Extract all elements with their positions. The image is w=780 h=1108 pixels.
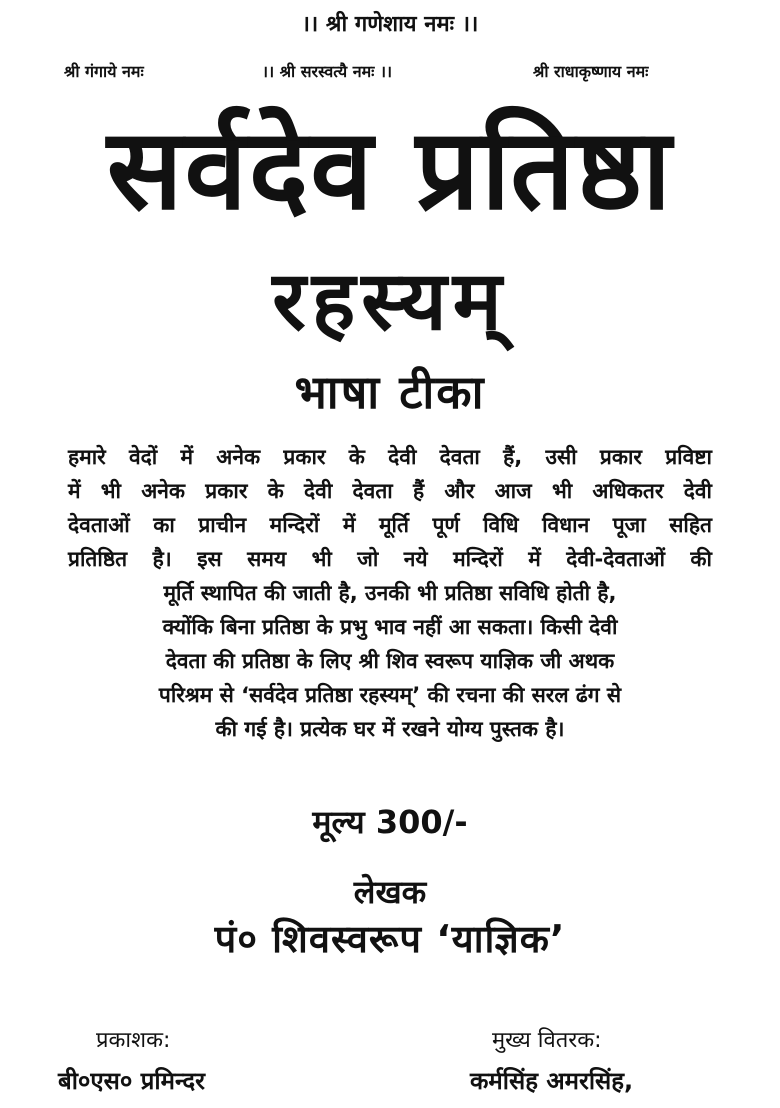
ganesha-invocation: ।। श्री गणेशाय नमः ।। [301, 12, 479, 37]
publisher-label: प्रकाशक: [96, 1028, 171, 1053]
description-line: हमारे वेदों में अनेक प्रकार के देवी देवता हैं, उसी प्रकार प्रविष्टा [68, 445, 712, 469]
description-line: देवताओं का प्राचीन मन्दिरों में मूर्ति पूर्ण विधि विधान पूजा सहित [68, 513, 712, 537]
description-line: की गई है। प्रत्येक घर में रखने योग्य पुस्तक है। [215, 717, 565, 741]
book-description [68, 440, 712, 746]
radhakrishna-invocation: श्री राधाकृष्णाय नमः [533, 62, 649, 81]
ganga-invocation: श्री गंगाये नमः [64, 62, 144, 81]
description-line: मूर्ति स्थापित की जाती है, उनकी भी प्रतिष्ठा सविधि होती है, [163, 581, 617, 605]
distributor-name: कर्मसिंह अमरसिंह, [470, 1067, 634, 1095]
publisher-name: बी०एस० प्रमिन्दर [58, 1067, 205, 1095]
distributor-label: मुख्य वितरक: [492, 1028, 602, 1053]
saraswati-invocation: ।। श्री सरस्वत्यै नमः ।। [262, 62, 393, 81]
commentary-label: भाषा टीका [294, 365, 486, 419]
author-label: लेखक [353, 873, 427, 911]
description-line: क्योंकि बिना प्रतिष्ठा के प्रभु भाव नहीं आ सकता। किसी देवी [162, 615, 618, 639]
author-name: पं० शिवस्वरूप ‘याज्ञिक’ [214, 917, 566, 961]
description-line: में भी अनेक प्रकार के देवी देवता हैं और आज भी अधिकतर देवी [68, 479, 712, 503]
description-line: प्रतिष्ठित है। इस समय भी जो नये मन्दिरों में देवी-देवताओं की [68, 547, 712, 571]
book-subtitle: रहस्यम् [272, 254, 508, 349]
description-line: परिश्रम से ‘सर्वदेव प्रतिष्ठा रहस्यम्’ की रचना की सरल ढंग से [158, 683, 622, 707]
price: मूल्य 300/- [312, 803, 468, 841]
description-line: देवता की प्रतिष्ठा के लिए श्री शिव स्वरूप याज्ञिक जी अथक [165, 649, 615, 673]
book-title: सर्वदेव प्रतिष्ठा [106, 105, 674, 235]
